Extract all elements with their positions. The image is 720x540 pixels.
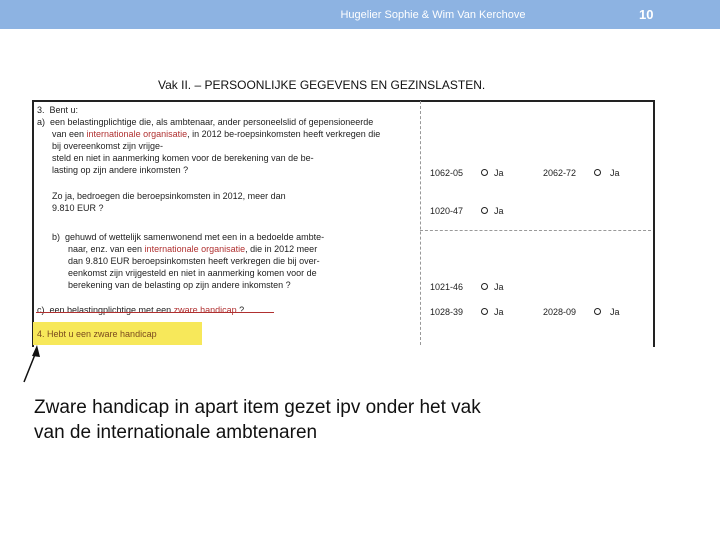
radio-button[interactable] xyxy=(481,308,488,315)
code-label: 2062-72 xyxy=(543,168,577,178)
radio-button[interactable] xyxy=(481,207,488,214)
radio-button[interactable] xyxy=(594,169,601,176)
section-heading: Vak II. – PERSOONLIJKE GEGEVENS EN GEZINSLASTEN. xyxy=(158,78,486,92)
option-label: Ja xyxy=(610,307,620,317)
question-3b-line: dan 9.810 EUR beroepsinkomsten heeft verkregen die bij over- xyxy=(68,256,320,266)
option-label: Ja xyxy=(494,307,504,317)
option-label: Ja xyxy=(494,282,504,292)
code-label: 2028-09 xyxy=(543,307,577,317)
text-span: c) een belastingplichtige met een xyxy=(37,305,174,315)
question-3a-line xyxy=(52,129,380,141)
code-label: 1021-46 xyxy=(430,282,464,292)
question-3b-line xyxy=(68,244,317,256)
column-divider xyxy=(420,101,421,345)
text-span: , die in 2012 meer xyxy=(245,244,318,254)
highlight-term: zware handicap xyxy=(173,305,237,315)
header-title: Hugelier Sophie & Wim Van Kerchove xyxy=(340,9,526,21)
question-3b-line: b) gehuwd of wettelijk samenwonend met een in a bedoelde ambte- xyxy=(52,232,325,242)
followup-line: Zo ja, bedroegen die beroepsinkomsten in 2012, meer dan xyxy=(52,191,286,201)
annotation-text xyxy=(34,395,634,445)
question-3a-line: steld en niet in aanmerking komen voor de berekening van de be- xyxy=(52,153,314,163)
question-3-label: 3. Bent u: xyxy=(37,105,79,115)
highlight-term: internationale organisatie xyxy=(86,129,188,139)
followup-line: 9.810 EUR ? xyxy=(52,203,104,213)
question-3a-line: a) een belastingplichtige die, als ambtenaar, ander personeelslid of gepensioneerde xyxy=(37,117,374,127)
page-number: 10 xyxy=(639,7,654,22)
question-3a-line: bij overeenkomst zijn vrijge- xyxy=(52,141,164,151)
radio-button[interactable] xyxy=(481,169,488,176)
question-3a-line: lasting op zijn andere inkomsten ? xyxy=(52,165,189,175)
question-3c-line xyxy=(37,305,244,317)
question-3b-line: eenkomst zijn vrijgesteld en niet in aanmerking komen voor de xyxy=(68,268,317,278)
header-bar xyxy=(0,0,720,29)
question-3b-line: berekening van de belasting op zijn andere inkomsten ? xyxy=(68,280,291,290)
highlight-term: internationale organisatie xyxy=(144,244,246,254)
text-span: , in 2012 be-roepsinkomsten heeft verkregen die xyxy=(187,129,381,139)
code-label: 1028-39 xyxy=(430,307,464,317)
annotation-line: Zware handicap in apart item gezet ipv onder het vak xyxy=(34,397,481,418)
annotation-line: van de internationale ambtenaren xyxy=(34,422,318,443)
code-label: 1062-05 xyxy=(430,168,464,178)
option-label: Ja xyxy=(494,206,504,216)
text-span: naar, enz. van een xyxy=(68,244,145,254)
highlighted-new-item xyxy=(33,322,202,345)
option-label: Ja xyxy=(610,168,620,178)
highlighted-item-text: 4. Hebt u een zware handicap xyxy=(37,329,157,339)
text-span: ? xyxy=(236,305,245,315)
radio-button[interactable] xyxy=(481,283,488,290)
strikethrough-line xyxy=(36,312,274,313)
text-span: van een xyxy=(52,129,87,139)
radio-button[interactable] xyxy=(594,308,601,315)
code-label: 1020-47 xyxy=(430,206,464,216)
option-label: Ja xyxy=(494,168,504,178)
row-divider xyxy=(420,230,651,231)
